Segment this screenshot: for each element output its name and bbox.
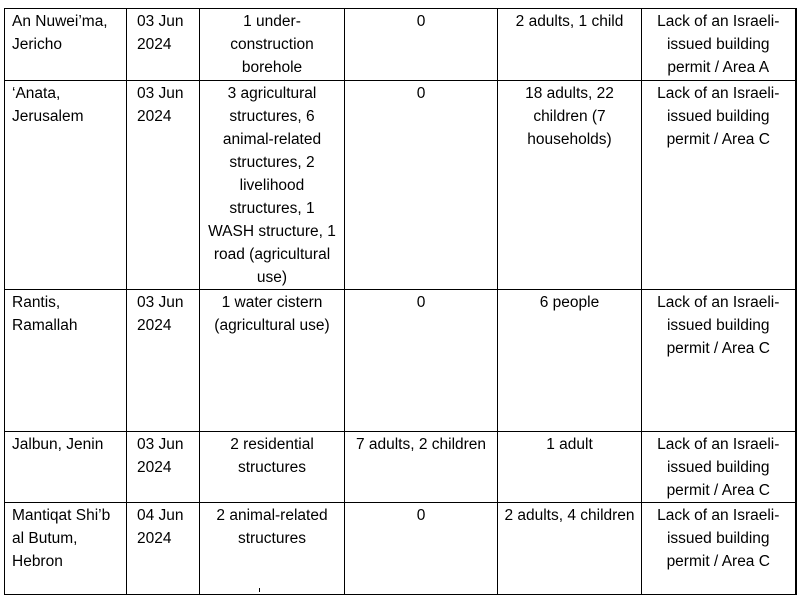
affected-cell: 18 adults, 22 children (7 households): [498, 81, 642, 290]
structures-cell: 1 under-construction borehole: [200, 9, 345, 81]
table-row: [5, 503, 796, 595]
structures-cell: 1 water cistern (agricultural use): [200, 290, 345, 432]
reason-cell: Lack of an Israeli-issued building permit / Area C: [642, 81, 796, 290]
demolitions-table: [4, 8, 797, 595]
date-cell: 04 Jun 2024: [127, 503, 200, 595]
affected-cell: 2 adults, 4 children: [498, 503, 642, 595]
location-cell: Mantiqat Shi’b al Butum, Hebron: [5, 503, 127, 595]
table-row: [5, 9, 796, 81]
date-cell: 03 Jun 2024: [127, 81, 200, 290]
location-cell: Jalbun, Jenin: [5, 432, 127, 503]
displaced-cell: 0: [345, 9, 498, 81]
displaced-cell: 0: [345, 503, 498, 595]
reason-cell: Lack of an Israeli-issued building permit / Area C: [642, 290, 796, 432]
displaced-cell: 7 adults, 2 children: [345, 432, 498, 503]
affected-cell: 1 adult: [498, 432, 642, 503]
table-row: [5, 432, 796, 503]
location-cell: Rantis, Ramallah: [5, 290, 127, 432]
reason-cell: Lack of an Israeli-issued building permit / Area C: [642, 503, 796, 595]
date-cell: 03 Jun 2024: [127, 9, 200, 81]
reason-cell: Lack of an Israeli-issued building permit / Area A: [642, 9, 796, 81]
table-row: [5, 290, 796, 432]
location-cell: ‘Anata, Jerusalem: [5, 81, 127, 290]
reason-cell: Lack of an Israeli-issued building permit / Area C: [642, 432, 796, 503]
date-cell: 03 Jun 2024: [127, 432, 200, 503]
displaced-cell: 0: [345, 290, 498, 432]
page-edge-mark: [259, 588, 260, 592]
structures-cell: 2 animal-related structures: [200, 503, 345, 595]
affected-cell: 2 adults, 1 child: [498, 9, 642, 81]
structures-cell: 3 agricultural structures, 6 animal-related structures, 2 livelihood structures, 1 WASH structure, 1 road (agricultural use): [200, 81, 345, 290]
structures-cell: 2 residential structures: [200, 432, 345, 503]
date-cell: 03 Jun 2024: [127, 290, 200, 432]
table-row: [5, 81, 796, 290]
location-cell: An Nuwei’ma, Jericho: [5, 9, 127, 81]
displaced-cell: 0: [345, 81, 498, 290]
affected-cell: 6 people: [498, 290, 642, 432]
